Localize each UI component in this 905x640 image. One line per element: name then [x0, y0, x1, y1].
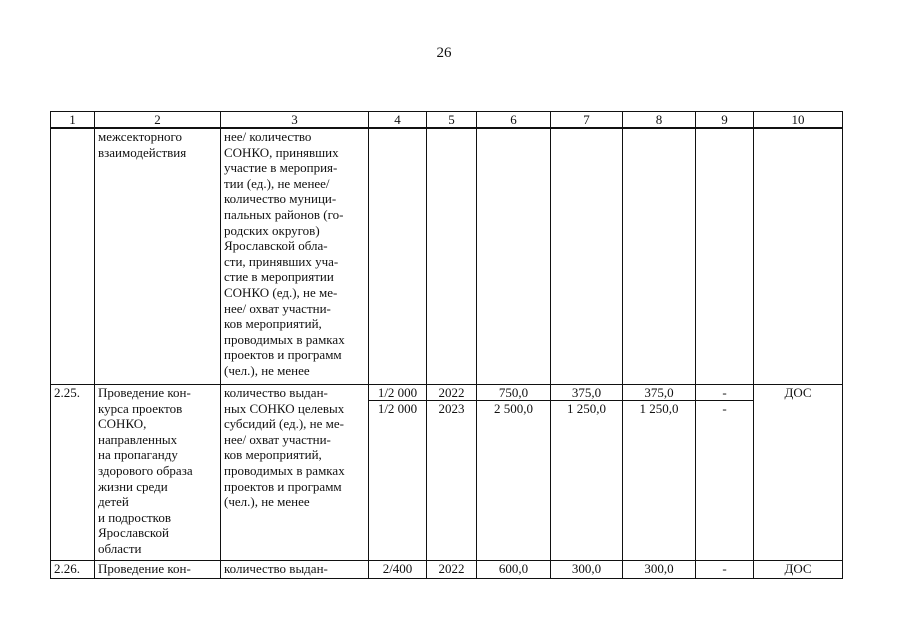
activity-name: межсекторного взаимодействия	[95, 128, 221, 385]
total-amount: 600,0	[477, 561, 551, 579]
header-cell-8: 8	[623, 112, 696, 129]
activity-name: Проведение кон-	[95, 561, 221, 579]
amount-col8-cell	[623, 385, 696, 561]
indicator-text: нее/ количество СОНКО, принявших участие в мероприя- тии (ед.), не менее/ количество муници- пальных районов (го- родских округов) Ярославской обла- сти, принявших уча- стие в мероприятии СОНКО (ед.), не ме- нее/ охват участни- ков мероприятий, проводимых в рамках проектов и программ (чел.), не менее	[221, 128, 369, 385]
header-cell-4: 4	[369, 112, 427, 129]
year: 2023	[438, 401, 465, 416]
year: 2022	[427, 561, 477, 579]
header-cell-2: 2	[95, 112, 221, 129]
target-value: 1/2 000	[369, 385, 426, 401]
total-amount: 750,0	[477, 385, 550, 401]
amount-col9: -	[722, 401, 727, 416]
empty-cell	[427, 128, 477, 385]
amount-col7: 375,0	[551, 385, 622, 401]
header-cell-3: 3	[221, 112, 369, 129]
amount-col7: 300,0	[551, 561, 623, 579]
total-amount: 2 500,0	[494, 401, 533, 416]
target-value: 1/2 000	[377, 401, 418, 416]
target-value-cell	[369, 385, 427, 561]
empty-cell	[696, 128, 754, 385]
indicator-text: количество выдан-	[221, 561, 369, 579]
amount-col9: -	[696, 561, 754, 579]
empty-cell	[369, 128, 427, 385]
page-number: 26	[436, 45, 452, 61]
empty-cell	[623, 128, 696, 385]
executor: ДОС	[754, 385, 843, 561]
header-row	[51, 112, 843, 129]
empty-cell	[754, 128, 843, 385]
total-amount-cell	[477, 385, 551, 561]
indicator-text: количество выдан- ных СОНКО целевых субсидий (ед.), не ме- нее/ охват участни- ков мероприятий, проводимых в рамках проектов и программ (чел.), не менее	[221, 385, 369, 561]
year-cell	[427, 385, 477, 561]
header-cell-1: 1	[51, 112, 95, 129]
amount-col9-cell	[696, 385, 754, 561]
table-row-continuation	[51, 128, 843, 385]
row-number: 2.25.	[51, 385, 95, 561]
header-cell-10: 10	[754, 112, 843, 129]
amount-col7: 1 250,0	[567, 401, 606, 416]
amount-col7-cell	[551, 385, 623, 561]
amount-col8: 1 250,0	[639, 401, 679, 416]
amount-col9: -	[696, 385, 753, 401]
header-cell-5: 5	[427, 112, 477, 129]
amount-col8: 375,0	[623, 385, 695, 401]
header-cell-9: 9	[696, 112, 754, 129]
header-cell-7: 7	[551, 112, 623, 129]
header-cell-6: 6	[477, 112, 551, 129]
year: 2022	[427, 385, 476, 401]
table-row-2-25	[51, 385, 843, 561]
empty-cell	[551, 128, 623, 385]
row-number: 2.26.	[51, 561, 95, 579]
target-value: 2/400	[369, 561, 427, 579]
executor: ДОС	[754, 561, 843, 579]
row-number	[51, 128, 95, 385]
amount-col8: 300,0	[623, 561, 696, 579]
empty-cell	[477, 128, 551, 385]
activity-name: Проведение кон- курса проектов СОНКО, направленных на пропаганду здорового образа жизни среди детей и подростков Ярославской области	[95, 385, 221, 561]
program-table	[50, 111, 843, 579]
table-row-2-26	[51, 561, 843, 579]
